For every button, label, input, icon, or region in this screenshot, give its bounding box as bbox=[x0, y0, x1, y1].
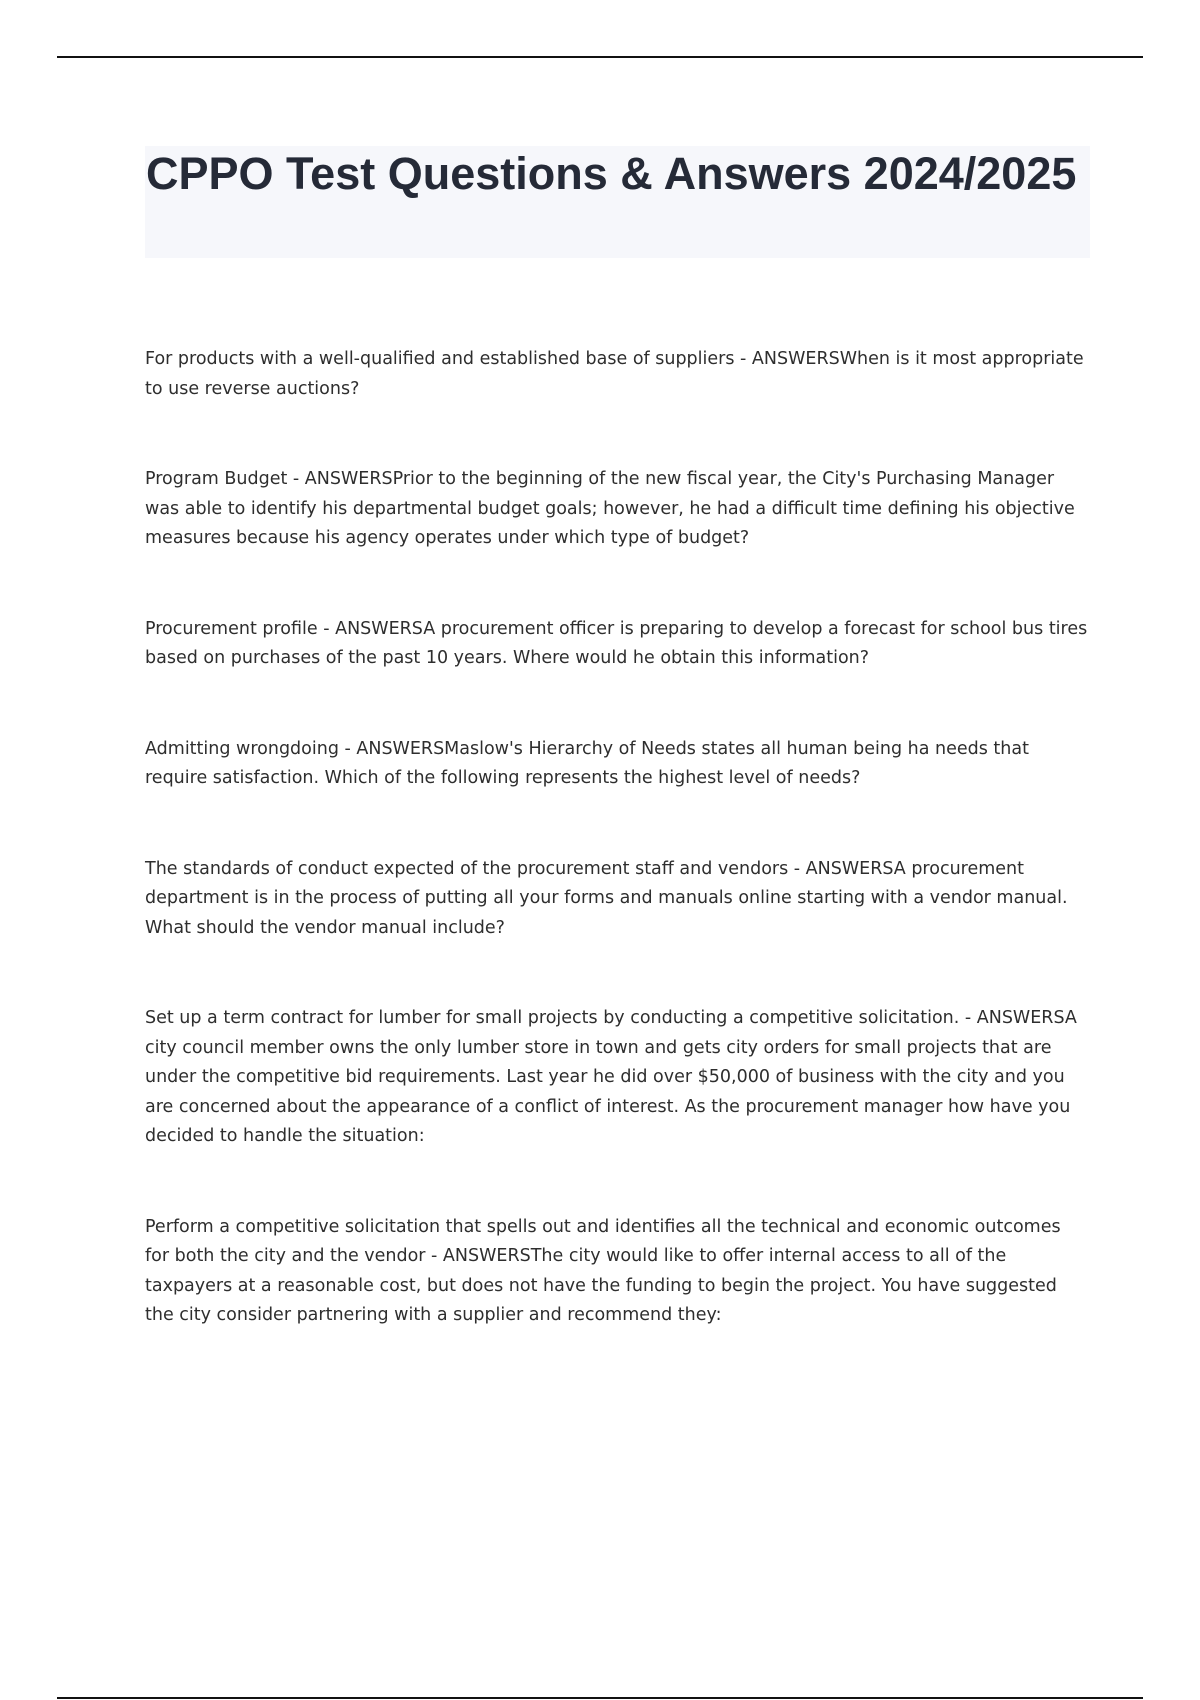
qa-entry-2: Program Budget - ANSWERSPrior to the beginning of the new fiscal year, the City's Purchasing Manager was able to identify his departmental budget goals; however, he had a difficult time defining his objective measures because his agency operates under which type of budget? bbox=[145, 469, 1075, 548]
bottom-divider bbox=[57, 1697, 1143, 1699]
qa-entry-6: Set up a term contract for lumber for small projects by conducting a competitive solicitation. - ANSWERSA city council member owns the only lumber store in town and gets city orders for small projects that are under the competitive bid requirements. Last year he did over $50,000 of business with the city and you are concerned about the appearance of a conflict of interest. As the procurement manager how have you decided to handle the situation: bbox=[145, 1008, 1077, 1146]
qa-list bbox=[145, 345, 1090, 1331]
document-title: CPPO Test Questions & Answers 2024/2025 bbox=[146, 148, 1077, 199]
qa-entry-1: For products with a well-qualified and established base of suppliers - ANSWERSWhen is it most appropriate to use reverse auctions? bbox=[145, 349, 1084, 399]
qa-entry-3: Procurement profile - ANSWERSA procurement officer is preparing to develop a forecast for school bus tires based on purchases of the past 10 years. Where would he obtain this information? bbox=[145, 618, 1088, 668]
top-divider bbox=[57, 56, 1143, 58]
qa-entry-5: The standards of conduct expected of the procurement staff and vendors - ANSWERSA procurement department is in the process of putting all your forms and manuals online starting with a vendor manual. What should the vendor manual include? bbox=[145, 858, 1068, 938]
qa-entry-7: Perform a competitive solicitation that spells out and identifies all the technical and economic outcomes for both the city and the vendor - ANSWERSThe city would like to offer internal access to all of the taxpayers at a reasonable cost, but does not have the funding to begin the project. You have suggested the city consider partnering with a supplier and recommend they: bbox=[145, 1216, 1061, 1325]
qa-entry-4: Admitting wrongdoing - ANSWERSMaslow's Hierarchy of Needs states all human being ha needs that require satisfaction. Which of the following represents the highest level of needs? bbox=[145, 738, 1029, 788]
